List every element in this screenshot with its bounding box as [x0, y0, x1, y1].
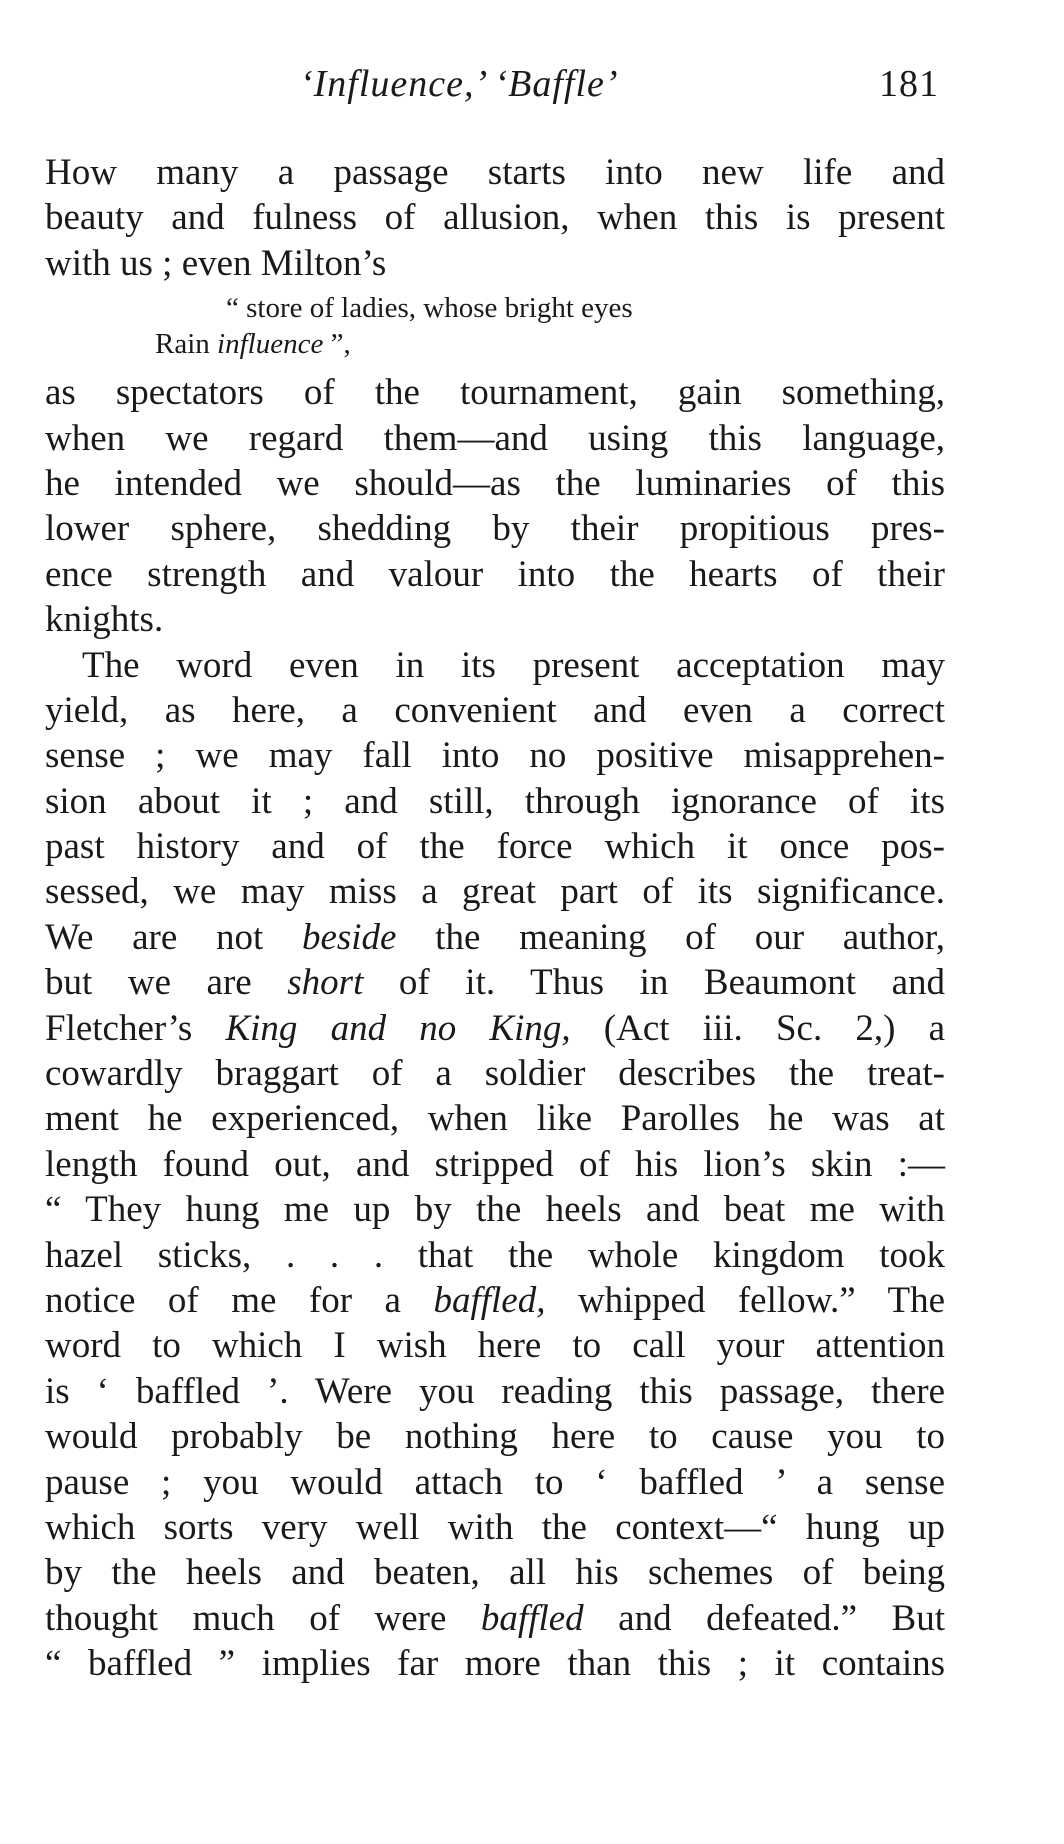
text-line [45, 915, 945, 960]
quote-text: ”, [323, 328, 351, 361]
italic-word: short [287, 962, 364, 1004]
text-run: thought much of were [45, 1597, 481, 1639]
page-header [0, 62, 1064, 122]
text-line: length found out, and stripped of his lion’s skin :— [45, 1143, 945, 1185]
text-line: would probably be nothing here to cause you to [45, 1416, 945, 1458]
quote-text: Rain [155, 328, 218, 361]
text-line: is ‘ baffled ’. Were you reading this passage, there [45, 1370, 945, 1412]
text-line: yield, as here, a convenient and even a correct [45, 689, 945, 731]
text-line: The word even in its present acceptation may [82, 644, 945, 686]
quote-line [45, 326, 945, 362]
text-line: sion about it ; and still, through ignorance of its [45, 780, 945, 822]
text-run: and defeated.” But [583, 1597, 945, 1639]
italic-word: beside [301, 916, 397, 958]
text-line: cowardly braggart of a soldier describes the treat- [45, 1053, 945, 1095]
text-run: Fletcher’s [45, 1007, 226, 1049]
text-line: when we regard them—and using this language, [45, 417, 945, 459]
text-line: pause ; you would attach to ‘ baffled ’ a sense [45, 1461, 945, 1503]
paragraph-1 [45, 150, 945, 286]
text-line: which sorts very well with the context—“ hung up [45, 1506, 945, 1548]
text-run: whipped fellow.” The [545, 1279, 945, 1321]
text-line: as spectators of the tournament, gain something, [45, 372, 945, 414]
text-line: by the heels and beaten, all his schemes of being [45, 1552, 945, 1594]
text-line: sessed, we may miss a great part of its significance. [45, 871, 945, 913]
text-line: with us ; even Milton’s [45, 242, 387, 284]
text-run: of it. Thus in Beaumont and [363, 962, 945, 1004]
paragraph-3 [45, 643, 945, 1687]
block-quote [45, 290, 945, 362]
text-line: ence strength and valour into the hearts of their [45, 553, 945, 595]
text-line: lower sphere, shedding by their propitious pres- [45, 508, 945, 550]
italic-word: baffled [480, 1597, 584, 1639]
text-line [45, 1278, 945, 1323]
text-line: hazel sticks, . . . that the whole kingdom took [45, 1234, 945, 1276]
text-run: We are not [45, 916, 302, 958]
text-run: notice of me for a [45, 1279, 434, 1321]
text-line: “ baffled ” implies far more than this ; it contains [45, 1643, 945, 1685]
text-line: knights. [45, 599, 164, 641]
text-run: (Act iii. Sc. 2,) a [570, 1007, 946, 1049]
italic-word: baffled, [433, 1279, 546, 1321]
running-head: ‘Influence,’ ‘Baffle’ [300, 63, 619, 105]
text-line: word to which I wish here to call your attention [45, 1325, 945, 1367]
text-line: sense ; we may fall into no positive misapprehen- [45, 735, 945, 777]
italic-title: King and no King, [225, 1007, 571, 1049]
page-number: 181 [879, 63, 939, 105]
text-run: but we are [45, 962, 288, 1004]
body-text [45, 150, 945, 1687]
text-line: past history and of the force which it once pos- [45, 826, 945, 868]
paragraph-2 [45, 370, 945, 642]
quote-line: “ store of ladies, whose bright eyes [226, 292, 633, 325]
text-line [45, 960, 945, 1005]
text-line: beauty and fulness of allusion, when this is present [45, 197, 945, 239]
text-run: the meaning of our author, [396, 916, 946, 958]
italic-word: influence [217, 328, 324, 361]
text-line: “ They hung me up by the heels and beat me with [45, 1189, 945, 1231]
text-line [45, 1006, 945, 1051]
text-line: How many a passage starts into new life and [45, 152, 945, 193]
text-line: he intended we should—as the luminaries of this [45, 462, 945, 504]
text-line: ment he experienced, when like Parolles he was at [45, 1098, 945, 1140]
text-line [45, 1596, 945, 1641]
